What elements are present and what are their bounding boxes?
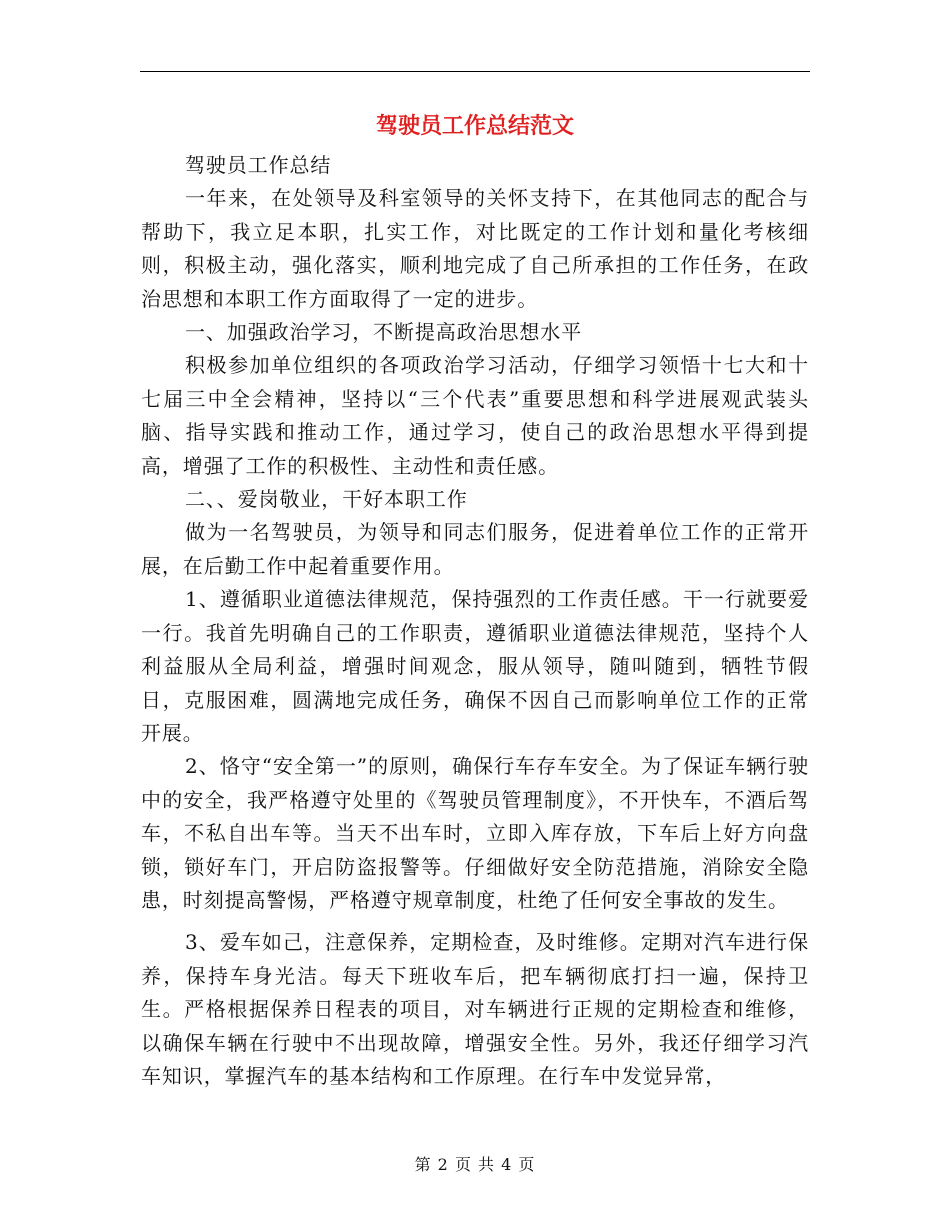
paragraph-item-3: 3、爱车如己，注意保养，定期检查，及时维修。定期对汽车进行保养，保持车身光洁。每天下班收车后，把车辆彻底打扫一遍，保持卫生。严格根据保养日程表的项目，对车辆进行正规的定期检查和维修，以确保车辆在行驶中不出现故障，增强安全性。另外，我还仔细学习汽车知识，掌握汽车的基本结构和工作原理。在行车中发觉异常，	[141, 930, 809, 1088]
paragraph-intro: 一年来，在处领导及科室领导的关怀支持下，在其他同志的配合与帮助下，我立足本职，扎实工作，对比既定的工作计划和量化考核细则，积极主动，强化落实，顺利地完成了自己所承担的工作任务，在政治思想和本职工作方面取得了一定的进步。	[141, 186, 809, 311]
header-rule	[140, 71, 810, 72]
document-title: 驾驶员工作总结范文	[375, 113, 574, 139]
paragraph-section-1: 积极参加单位组织的各项政治学习活动，仔细学习领悟十七大和十七届三中全会精神，坚持以“三个代表”重要思想和科学进展观武装头脑、指导实践和推动工作，通过学习，使自己的政治思想水平得到提高，增强了工作的积极性、主动性和责任感。	[141, 353, 809, 478]
paragraph-section-2: 做为一名驾驶员，为领导和同志们服务，促进着单位工作的正常开展，在后勤工作中起着重要作用。	[141, 520, 809, 578]
section-heading-2: 二、、爱岗敬业，干好本职工作	[185, 487, 468, 512]
paragraph-subtitle: 驾驶员工作总结	[185, 153, 332, 177]
page-number: 第 2 页 共 4 页	[414, 1155, 536, 1174]
paragraph-item-2: 2、恪守“安全第一”的原则，确保行车存车安全。为了保证车辆行驶中的安全，我严格遵守处里的《驾驶员管理制度》，不开快车，不酒后驾车，不私自出车等。当天不出车时，立即入库存放，下车后上好方向盘锁，锁好车门，开启防盗报警等。仔细做好安全防范措施，消除安全隐患，时刻提高警惕，严格遵守规章制度，杜绝了任何安全事故的发生。	[141, 754, 809, 912]
paragraph-item-1: 1、遵循职业道德法律规范，保持强烈的工作责任感。干一行就要爱一行。我首先明确自己的工作职责，遵循职业道德法律规范，坚持个人利益服从全局利益，增强时间观念，服从领导，随叫随到，牺牲节假日，克服困难，圆满地完成任务，确保不因自己而影响单位工作的正常开展。	[141, 587, 809, 745]
document-body	[141, 149, 809, 1093]
section-heading-1: 一、加强政治学习，不断提高政治思想水平	[185, 320, 583, 345]
